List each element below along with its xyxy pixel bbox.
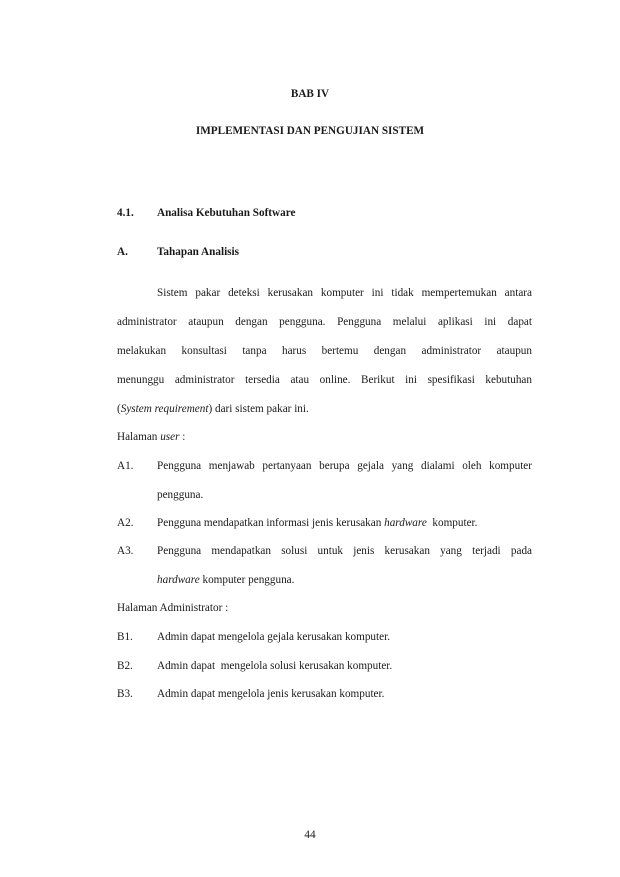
page-number: 44 bbox=[304, 829, 316, 841]
item-a3-line-1: Pengguna mendapatkan solusi untuk jenis kerusakan yang terjadi pada bbox=[157, 545, 532, 557]
subsection-letter: A. bbox=[117, 246, 128, 258]
item-a3-number: A3. bbox=[117, 545, 134, 557]
item-a1-line-2: pengguna. bbox=[157, 489, 204, 501]
paragraph-line-5 bbox=[117, 403, 309, 415]
item-b2-number: B2. bbox=[117, 660, 133, 672]
chapter-label: BAB IV bbox=[290, 88, 330, 100]
paragraph-line-1: Sistem pakar deteksi kerusakan komputer ini tidak mempertemukan antara bbox=[157, 287, 532, 299]
user-heading-suffix: : bbox=[179, 431, 186, 443]
item-b1-number: B1. bbox=[117, 631, 133, 643]
item-b1-text: Admin dapat mengelola gejala kerusakan komputer. bbox=[157, 631, 390, 643]
admin-heading: Halaman Administrator : bbox=[117, 602, 229, 614]
user-heading bbox=[117, 431, 185, 443]
hardware-term: hardware bbox=[157, 574, 200, 586]
hardware-term: hardware bbox=[384, 517, 427, 529]
item-a1-number: A1. bbox=[117, 460, 134, 472]
item-b3-text: Admin dapat mengelola jenis kerusakan komputer. bbox=[157, 688, 385, 700]
open-paren: ( bbox=[117, 403, 121, 415]
section-number: 4.1. bbox=[117, 207, 134, 219]
item-b3-number: B3. bbox=[117, 688, 133, 700]
item-a2-text bbox=[157, 517, 477, 529]
item-b2-text: Admin dapat mengelola solusi kerusakan komputer. bbox=[157, 660, 393, 672]
item-a2-number: A2. bbox=[117, 517, 134, 529]
subsection-title: Tahapan Analisis bbox=[157, 246, 239, 258]
paragraph-line-3: melakukan konsultasi tanpa harus bertemu dengan administrator ataupun bbox=[117, 345, 532, 357]
item-a2-pre: Pengguna mendapatkan informasi jenis kerusakan bbox=[157, 517, 385, 529]
item-a2-post: komputer. bbox=[426, 517, 478, 529]
paragraph-line-5-rest: ) dari sistem pakar ini. bbox=[208, 403, 309, 415]
user-heading-term: user bbox=[160, 431, 180, 443]
user-heading-prefix: Halaman bbox=[117, 431, 161, 443]
section-title: Analisa Kebutuhan Software bbox=[157, 207, 296, 219]
chapter-title: IMPLEMENTASI DAN PENGUJIAN SISTEM bbox=[195, 125, 425, 137]
item-a3-line-2 bbox=[157, 574, 294, 586]
system-requirement-term: System requirement bbox=[120, 403, 209, 415]
item-a3-line-2-rest: komputer pengguna. bbox=[199, 574, 295, 586]
item-a1-line-1: Pengguna menjawab pertanyaan berupa gejala yang dialami oleh komputer bbox=[157, 460, 532, 472]
paragraph-line-4: menunggu administrator tersedia atau online. Berikut ini spesifikasi kebutuhan bbox=[117, 374, 532, 386]
paragraph-line-2: administrator ataupun dengan pengguna. Pengguna melalui aplikasi ini dapat bbox=[117, 316, 532, 328]
